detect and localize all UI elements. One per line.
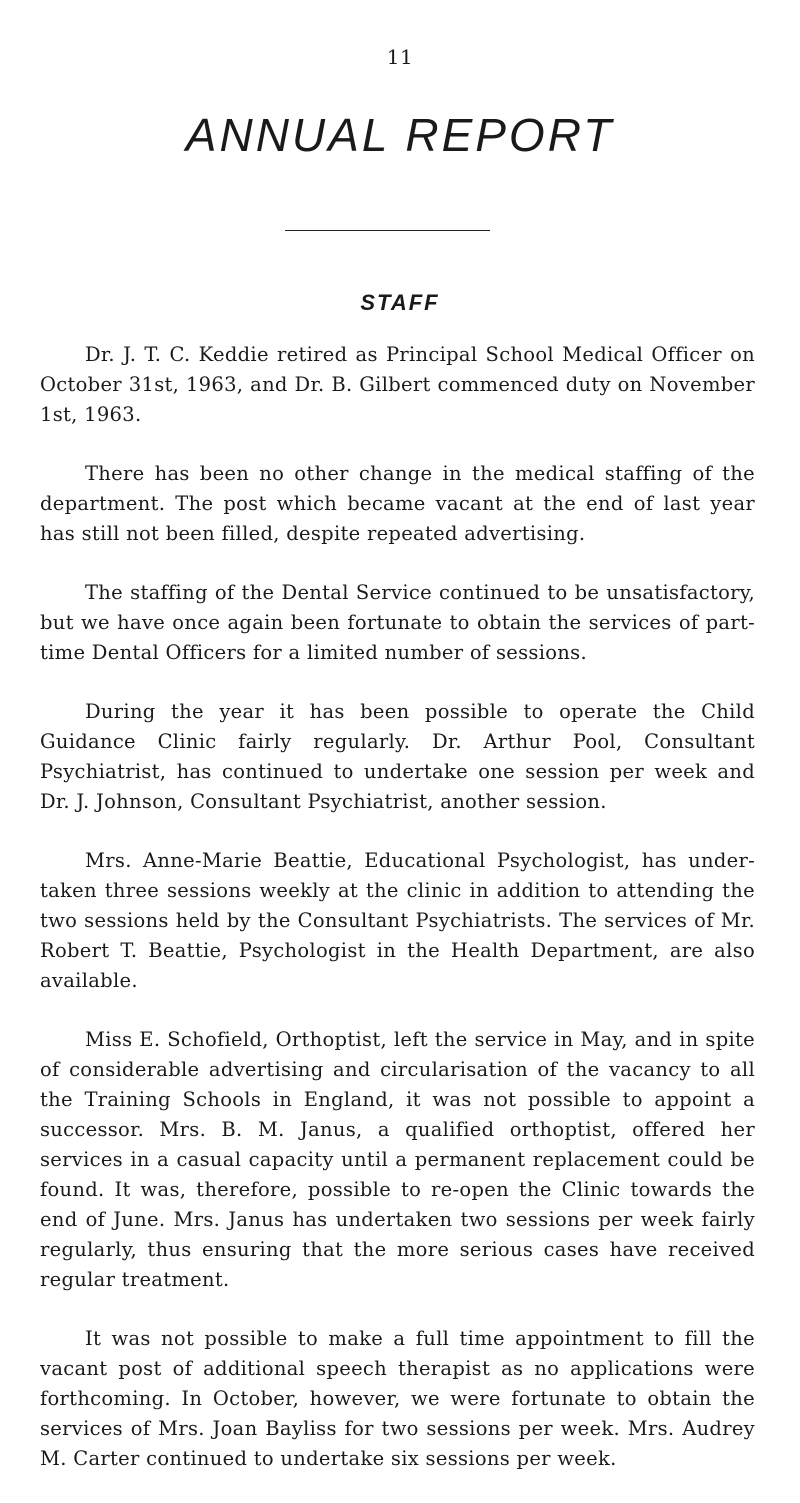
paragraph: It was not possible to make a full time appointment to fill the vacant post of additional speech therapist as no applications were forthcoming. In October, however, we were fortunate to obtain the services of Mrs. Joan Bayliss for two sessions per week. Mrs. Audrey M. Carter continued to undertake six sessions per week. [40, 1327, 755, 1470]
paragraph: The staffing of the Dental Service continued to be unsatisfactory, but we have once again been fortunate to obtain the services of part-time Dental Officers for a limited number of sessions. [40, 581, 755, 664]
paragraph: Dr. J. T. C. Keddie retired as Principal School Medical Officer on October 31st, 1963, and Dr. B. Gilbert commenced duty on November 1st, 1963. [40, 343, 755, 426]
title-divider [285, 230, 490, 231]
paragraph: Mrs. Anne-Marie Beattie, Educational Psychologist, has under-taken three sessions weekly at the clinic in addition to attending the two sessions held by the Consultant Psychiatrists. The services of Mr. Robert T. Beattie, Psychologist in the Health Department, are also available. [40, 849, 755, 992]
page-number: 11 [386, 45, 414, 69]
paragraph: Miss E. Schofield, Orthoptist, left the service in May, and in spite of considerable advertising and circularisation of the vacancy to all the Training Schools in England, it was not possible to appoint a successor. Mrs. B. M. Janus, a qualified orthoptist, offered her services in a casual capacity until a permanent replacement could be found. It was, therefore, possible to re-open the Clinic towards the end of June. Mrs. Janus has undertaken two sessions per week fairly regularly, thus ensuring that the more serious cases have received regular treatment. [40, 1028, 755, 1291]
paragraph: During the year it has been possible to operate the Child Guidance Clinic fairly regularly. Dr. Arthur Pool, Consultant Psychiatrist, has continued to undertake one session per week and Dr. J. Johnson, Consultant Psychiatrist, another session. [40, 700, 755, 813]
paragraph: There has been no other change in the medical staffing of the department. The post which became vacant at the end of last year has still not been filled, despite repeated advertising. [40, 462, 755, 545]
report-title: ANNUAL REPORT [185, 109, 615, 161]
section-heading: STAFF [360, 290, 440, 315]
staff-section-body [40, 340, 755, 1503]
